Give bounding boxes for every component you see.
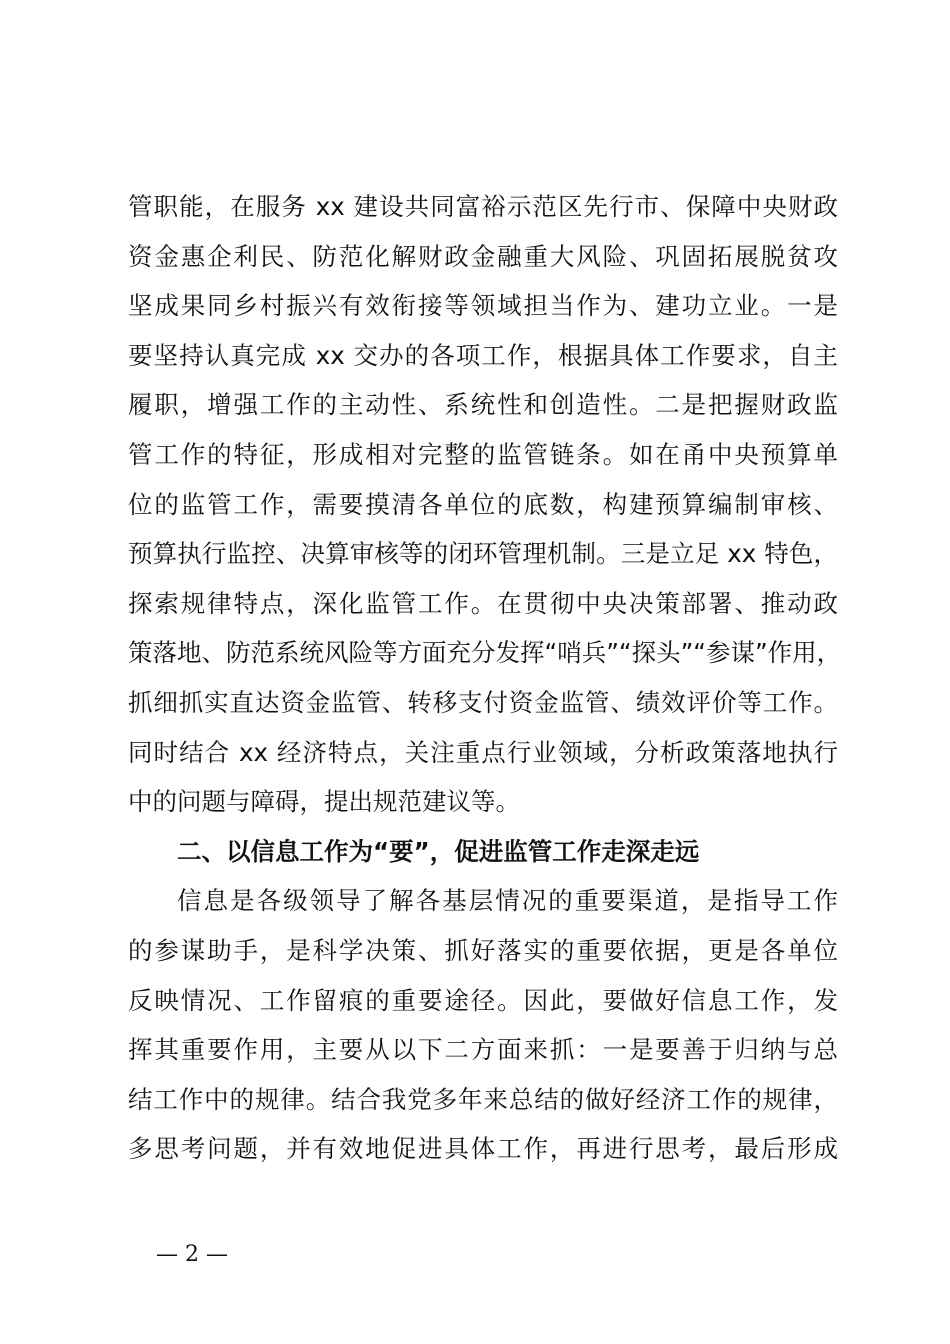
text-line: 预算执行监控、决算审核等的闭环管理机制。三是立足 xx 特色， — [128, 539, 838, 569]
text-line: 多思考问题，并有效地促进具体工作，再进行思考，最后形成 — [128, 1134, 838, 1164]
text-line: 履职，增强工作的主动性、系统性和创造性。二是把握财政监 — [128, 390, 838, 420]
text-line: 的参谋助手，是科学决策、抓好落实的重要依据，更是各单位 — [128, 935, 838, 965]
text-line: 抓细抓实直达资金监管、转移支付资金监管、绩效评价等工作。 — [128, 687, 838, 717]
text-line: 挥其重要作用，主要从以下二方面来抓：一是要善于归纳与总 — [128, 1035, 838, 1065]
text-line: 中的问题与障碍，提出规范建议等。 — [128, 787, 520, 817]
text-line: 坚成果同乡村振兴有效衔接等领域担当作为、建功立业。一是 — [128, 291, 838, 321]
text-line: 管职能，在服务 xx 建设共同富裕示范区先行市、保障中央财政 — [128, 192, 838, 221]
text-line: 探索规律特点，深化监管工作。在贯彻中央决策部署、推动政 — [128, 588, 838, 618]
text-line: 位的监管工作，需要摸清各单位的底数，构建预算编制审核、 — [128, 489, 838, 519]
page-number: — 2 — — [156, 1242, 228, 1267]
paragraph-2 — [128, 876, 838, 1174]
section-heading: 二、以信息工作为“要”，促进监管工作走深走远 — [177, 836, 700, 866]
text-line: 反映情况、工作留痕的重要途径。因此，要做好信息工作，发 — [128, 985, 838, 1015]
body-text — [128, 182, 842, 1174]
text-line: 资金惠企利民、防范化解财政金融重大风险、巩固拓展脱贫攻 — [128, 241, 838, 271]
text-line: 结工作中的规律。结合我党多年来总结的做好经济工作的规律， — [128, 1084, 838, 1114]
paragraph-1 — [128, 182, 842, 827]
text-line: 策落地、防范系统风险等方面充分发挥“哨兵”“探头”“参谋”作用， — [128, 638, 842, 668]
text-line: 同时结合 xx 经济特点，关注重点行业领域，分析政策落地执行 — [128, 737, 838, 767]
text-line: 信息是各级领导了解各基层情况的重要渠道，是指导工作 — [177, 886, 838, 916]
text-line: 管工作的特征，形成相对完整的监管链条。如在甬中央预算单 — [128, 439, 838, 469]
text-line: 要坚持认真完成 xx 交办的各项工作，根据具体工作要求，自主 — [128, 340, 838, 370]
